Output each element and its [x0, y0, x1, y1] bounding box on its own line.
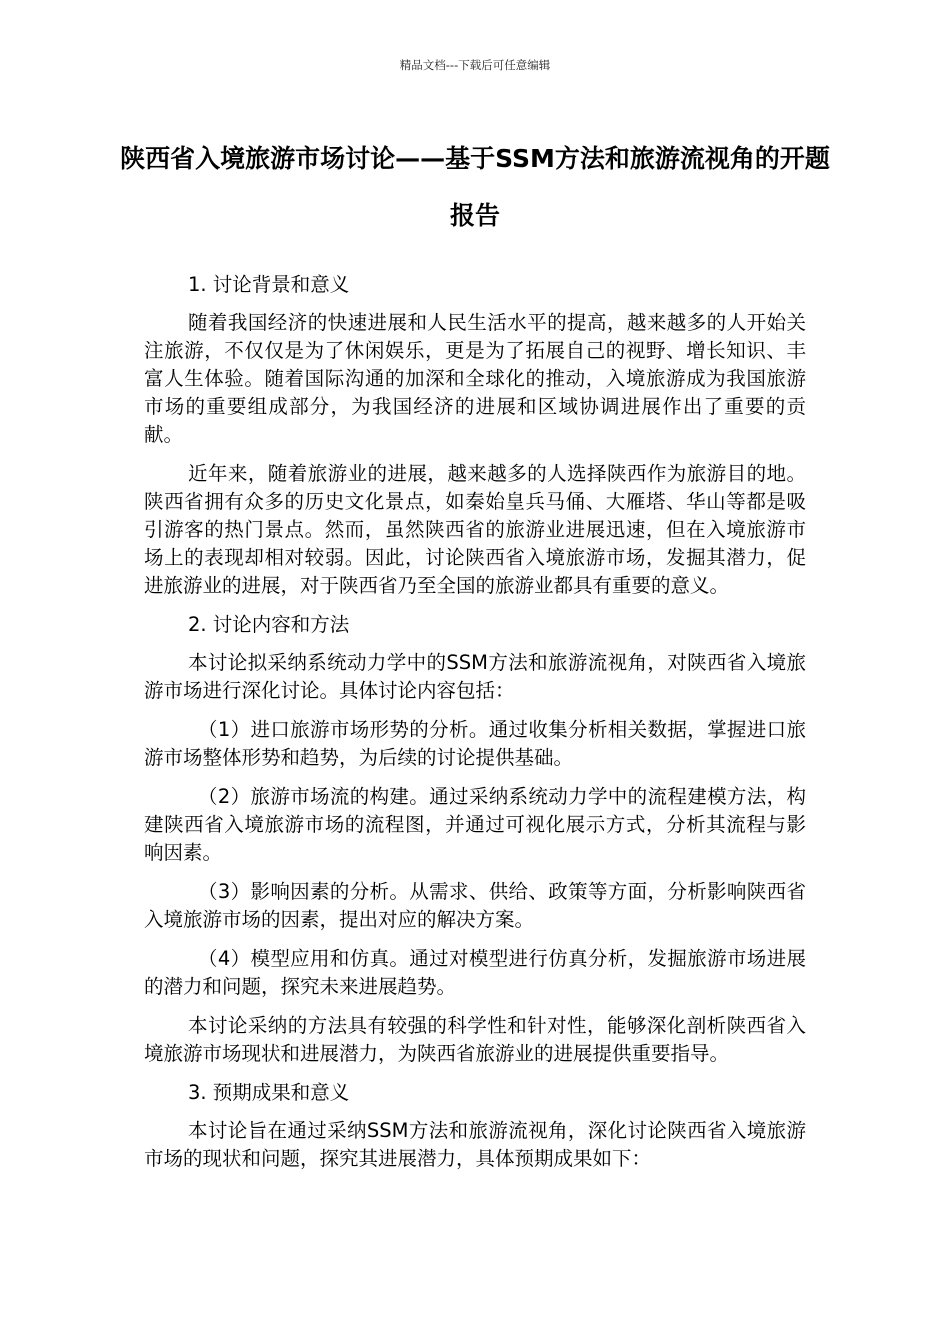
- paragraph: 近年来，随着旅游业的进展，越来越多的人选择陕西作为旅游目的地。陕西省拥有众多的历史文化景点，如秦始皇兵马俑、大雁塔、华山等都是吸引游客的热门景点。然而，虽然陕西省的旅游业进展迅速，但在入境旅游市场上的表现却相对较弱。因此，讨论陕西省入境旅游市场，发掘其潜力，促进旅游业的进展，对于陕西省乃至全国的旅游业都具有重要的意义。: [144, 462, 806, 597]
- section-heading: 2. 讨论内容和方法: [188, 613, 350, 636]
- list-item: （1）进口旅游市场形势的分析。通过收集分析相关数据，掌握进口旅游市场整体形势和趋势，为后续的讨论提供基础。: [144, 718, 806, 769]
- document-title: 陕西省入境旅游市场讨论——基于SSM方法和旅游流视角的开题报告: [120, 144, 830, 230]
- list-item: （2）旅游市场流的构建。通过采纳系统动力学中的流程建模方法，构建陕西省入境旅游市场的流程图，并通过可视化展示方式，分析其流程与影响因素。: [144, 785, 806, 864]
- paragraph: 本讨论采纳的方法具有较强的科学性和针对性，能够深化剖析陕西省入境旅游市场现状和进展潜力，为陕西省旅游业的进展提供重要指导。: [144, 1014, 806, 1065]
- paragraph: 随着我国经济的快速进展和人民生活水平的提高，越来越多的人开始关注旅游，不仅仅是为了休闲娱乐，更是为了拓展自己的视野、增长知识、丰富人生体验。随着国际沟通的加深和全球化的推动，入境旅游成为我国旅游市场的重要组成部分，为我国经济的进展和区域协调进展作出了重要的贡献。: [144, 311, 806, 446]
- page-header: 精品文档---下载后可任意编辑: [399, 58, 551, 72]
- section-heading: 1. 讨论背景和意义: [188, 273, 350, 296]
- list-item: （3）影响因素的分析。从需求、供给、政策等方面，分析影响陕西省入境旅游市场的因素，提出对应的解决方案。: [144, 880, 806, 931]
- paragraph: 本讨论拟采纳系统动力学中的SSM方法和旅游流视角，对陕西省入境旅游市场进行深化讨论。具体讨论内容包括：: [144, 651, 806, 702]
- document-body: [144, 271, 806, 1184]
- section-heading: 3. 预期成果和意义: [188, 1081, 350, 1104]
- paragraph: 本讨论旨在通过采纳SSM方法和旅游流视角，深化讨论陕西省入境旅游市场的现状和问题，探究其进展潜力，具体预期成果如下：: [144, 1119, 806, 1170]
- list-item: （4）模型应用和仿真。通过对模型进行仿真分析，发掘旅游市场进展的潜力和问题，探究未来进展趋势。: [144, 947, 806, 998]
